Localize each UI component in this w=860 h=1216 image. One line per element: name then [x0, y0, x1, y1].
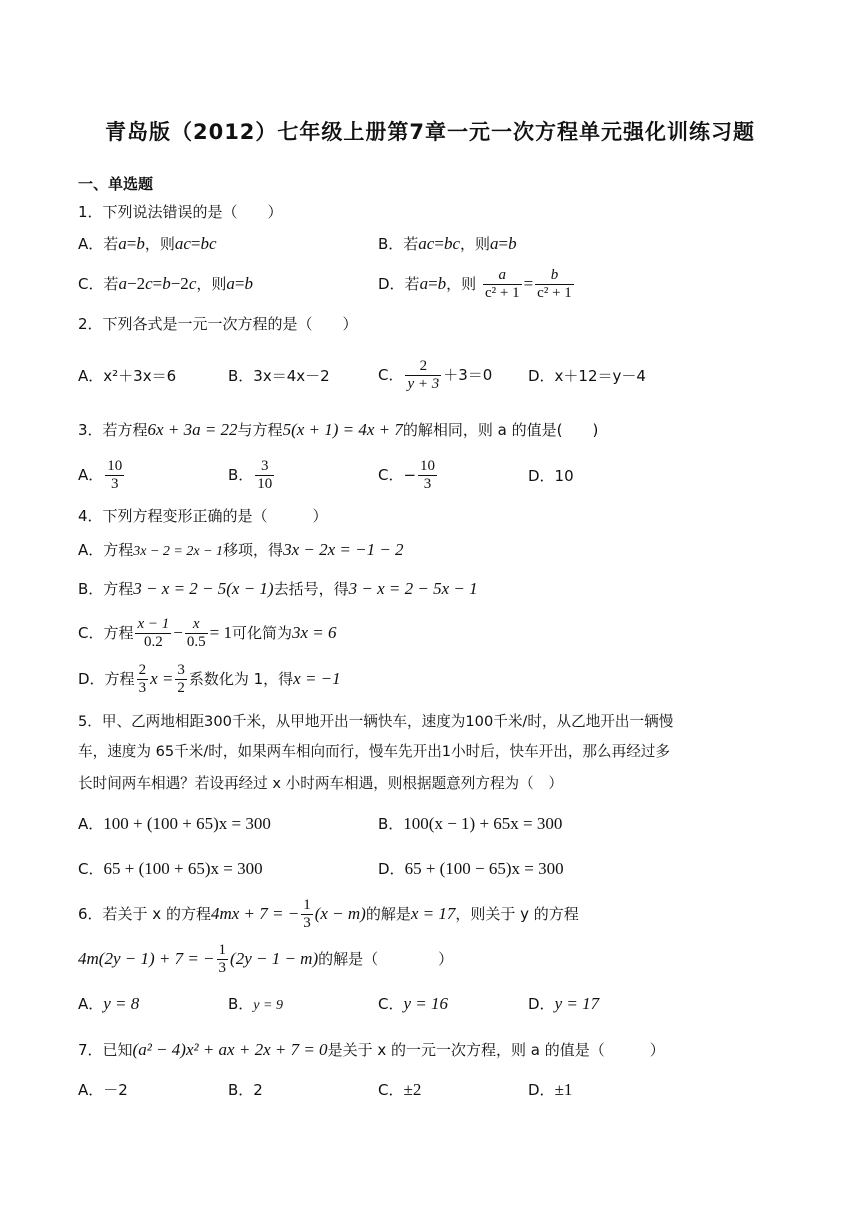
math-expression: 4m(2y − 1) + 7 = −	[78, 949, 215, 968]
fraction-denominator: 3	[423, 476, 432, 492]
question-3-option-d[interactable]: D．10	[528, 467, 574, 485]
math-expression: y = 17	[554, 994, 600, 1013]
question-1-stem: 1．下列说法错误的是（ ）	[78, 203, 283, 221]
option-label: A．若	[78, 235, 119, 253]
option-label: C．	[378, 995, 404, 1013]
math-expression: 6x + 3a = 22	[147, 420, 238, 439]
math-var: c	[188, 274, 197, 293]
option-label: C．若	[78, 275, 119, 293]
fraction	[535, 267, 574, 302]
question-2-stem: 2．下列各式是一元一次方程的是（ ）	[78, 315, 358, 333]
math-op: −	[173, 623, 183, 642]
math-expression: 3 − x = 2 − 5x − 1	[348, 579, 478, 598]
math-var: bc	[443, 234, 460, 253]
math-expression: x = 17	[410, 904, 456, 923]
stem-text: ，则关于 y 的方程	[455, 905, 579, 923]
math-expression: x = −1	[293, 669, 341, 688]
question-5-option-c[interactable]	[78, 859, 263, 879]
text-then: ，则	[459, 235, 490, 253]
question-1-option-c[interactable]	[78, 274, 253, 294]
text-then: ，则	[144, 235, 175, 253]
option-label: A．	[78, 815, 104, 833]
stem-text: 3．若方程	[78, 421, 148, 439]
question-5-stem-line-1: 5．甲、乙两地相距300千米，从甲地开出一辆快车，速度为100千米/时，从乙地开出一辆慢	[78, 713, 674, 730]
fraction	[185, 616, 208, 651]
option-label: C．	[378, 1081, 404, 1099]
question-6-option-a[interactable]	[78, 994, 139, 1014]
fraction-denominator: 3	[218, 960, 227, 976]
fraction-numerator: b	[535, 267, 574, 285]
option-label: B．方程	[78, 580, 134, 598]
math-expression: 3 − x = 2 − 5(x − 1)	[133, 579, 274, 598]
fraction-denominator: 2	[177, 680, 185, 696]
fraction	[483, 267, 522, 302]
question-1-option-a[interactable]	[78, 234, 217, 254]
option-label: C．	[78, 860, 104, 878]
math-op: =	[152, 274, 163, 293]
option-label: A．方程	[78, 541, 134, 559]
fraction-denominator: 3	[111, 476, 119, 492]
math-var: b	[136, 234, 145, 253]
question-7-stem	[78, 1040, 665, 1060]
option-label: C．	[378, 366, 404, 384]
question-5-stem-line-2: 车，速度为 65千米/时，如果两车相向而行，慢车先开出1小时后，快车开出，那么再经过多	[78, 743, 670, 760]
fraction-numerator: x	[185, 616, 208, 634]
math-expression: y = 8	[103, 994, 140, 1013]
fraction-numerator: a	[483, 267, 522, 285]
fraction-numerator: 3	[177, 662, 185, 678]
fraction-numerator: 2	[138, 662, 147, 678]
question-4-stem: 4．下列方程变形正确的是（ ）	[78, 507, 328, 525]
math-op: =	[434, 234, 444, 253]
option-label: D．若	[378, 275, 420, 293]
option-label: B．	[378, 815, 404, 833]
math-expression: (2y − 1 − m)	[230, 949, 319, 968]
math-expression: 100(x − 1) + 65x = 300	[403, 814, 563, 833]
question-2-option-c[interactable]	[378, 354, 492, 396]
question-7-option-a[interactable]: A．－2	[78, 1081, 128, 1099]
fraction-numerator: 1	[303, 897, 311, 913]
option-text: 可化简为	[231, 624, 292, 642]
option-text: 移项，得	[223, 541, 284, 559]
question-6-option-c[interactable]	[378, 994, 448, 1014]
question-2-option-d[interactable]: D．x＋12＝y－4	[528, 367, 646, 385]
question-3-option-b[interactable]	[228, 454, 276, 496]
math-expression: 4mx + 7 = −	[210, 904, 300, 923]
fraction-numerator: 10	[107, 458, 123, 474]
math-expression: y = 9	[253, 998, 283, 1013]
fraction-denominator: y + 3	[407, 376, 440, 392]
option-label: C．方程	[78, 624, 134, 642]
option-text: ＋3＝0	[443, 366, 493, 384]
math-expression: 5(x + 1) = 4x + 7	[282, 420, 403, 439]
question-3-option-c[interactable]	[378, 454, 439, 496]
option-label: D．	[378, 860, 405, 878]
math-var: bc	[200, 234, 217, 253]
math-op: −2	[170, 274, 189, 293]
math-expression: (a² − 4)x² + ax + 2x + 7 = 0	[132, 1040, 328, 1059]
fraction	[405, 358, 441, 393]
fraction	[135, 616, 171, 651]
option-label: B．	[228, 995, 254, 1013]
fraction	[137, 662, 149, 697]
stem-text: 与方程	[237, 421, 283, 439]
math-var: ac	[418, 234, 435, 253]
math-op: =	[523, 274, 534, 293]
option-label: B．若	[378, 235, 419, 253]
fraction-denominator: 0.5	[186, 634, 206, 650]
math-var: a	[490, 234, 499, 253]
question-6-option-d[interactable]	[528, 994, 599, 1014]
fraction	[217, 942, 229, 977]
math-var: a	[226, 274, 235, 293]
math-op: =	[126, 234, 137, 253]
math-var: a	[118, 234, 127, 253]
question-6-stem-line-2	[78, 938, 453, 980]
math-var: ac	[174, 234, 191, 253]
text-then: ，则	[446, 275, 477, 293]
fraction-numerator: 1	[218, 942, 227, 958]
fraction-numerator: 2	[405, 358, 441, 376]
math-var: a	[419, 274, 429, 293]
question-5-option-b[interactable]	[378, 814, 562, 834]
fraction-denominator: c² + 1	[484, 285, 520, 301]
stem-text: 6．若关于 x 的方程	[78, 905, 211, 923]
math-expression: 65 + (100 − 65)x = 300	[404, 859, 564, 878]
question-7-option-d[interactable]	[528, 1080, 572, 1100]
math-expression: ±1	[554, 1080, 573, 1099]
stem-text: 是关于 x 的一元一次方程，则 a 的值是（ ）	[327, 1041, 665, 1059]
question-4-option-b[interactable]	[78, 579, 478, 599]
stem-text: 7．已知	[78, 1041, 133, 1059]
math-expression: x =	[150, 669, 174, 688]
option-label: B．	[228, 466, 254, 484]
option-text: 去括号，得	[273, 580, 349, 598]
option-label: D．	[528, 995, 555, 1013]
question-6-option-b[interactable]	[228, 994, 283, 1016]
fraction-denominator: 10	[257, 476, 273, 492]
question-4-option-a[interactable]	[78, 540, 404, 562]
fraction	[255, 458, 274, 493]
fraction	[175, 662, 187, 697]
question-7-option-b[interactable]: B．2	[228, 1081, 263, 1099]
fraction-numerator: 10	[420, 458, 436, 474]
math-op: =	[190, 234, 201, 253]
math-var: a	[118, 274, 127, 293]
math-expression: ±2	[403, 1080, 422, 1099]
option-label: D．方程	[78, 670, 135, 688]
question-1-option-b[interactable]	[378, 234, 517, 254]
math-expression: 100 + (100 + 65)x = 300	[103, 814, 271, 833]
option-label: D．	[528, 1081, 555, 1099]
option-label: A．	[78, 995, 104, 1013]
math-expression: 65 + (100 + 65)x = 300	[103, 859, 263, 878]
fraction	[418, 458, 437, 493]
option-label: C．−	[378, 466, 417, 484]
question-4-option-c[interactable]	[78, 612, 337, 654]
page-title: 青岛版（2012）七年级上册第7章一元一次方程单元强化训练习题	[104, 120, 756, 144]
question-6-stem-line-1	[78, 893, 579, 935]
math-var: b	[244, 274, 253, 293]
math-op: =	[234, 274, 245, 293]
section-heading: 一、单选题	[78, 175, 154, 193]
math-expression: 3x = 6	[291, 623, 337, 642]
math-expression: 3x − 2x = −1 − 2	[283, 540, 404, 559]
math-var: b	[162, 274, 171, 293]
math-op: =	[498, 234, 509, 253]
math-expression: y = 16	[403, 994, 449, 1013]
question-5-stem-line-3: 长时间两车相遇？若设再经过 x 小时两车相遇，则根据题意列方程为（ ）	[78, 775, 563, 792]
fraction-numerator: 3	[255, 458, 274, 476]
math-expression: (x − m)	[314, 904, 366, 923]
fraction	[301, 897, 313, 932]
question-4-option-d[interactable]	[78, 658, 341, 700]
question-3-stem	[78, 420, 598, 440]
math-var: b	[508, 234, 517, 253]
fraction-denominator: c² + 1	[537, 285, 572, 301]
question-2-option-b[interactable]: B．3x＝4x－2	[228, 367, 330, 385]
math-var: b	[437, 274, 447, 293]
fraction-denominator: 3	[303, 915, 311, 931]
math-var: c	[145, 274, 153, 293]
question-5-option-a[interactable]	[78, 814, 271, 834]
option-text: 系数化为 1，得	[188, 670, 294, 688]
fraction-numerator: x − 1	[137, 616, 170, 632]
stem-text: 的解是（ ）	[318, 950, 454, 968]
question-2-option-a[interactable]: A．x²＋3x＝6	[78, 367, 177, 385]
option-label: A．	[78, 466, 104, 484]
question-3-option-a[interactable]	[78, 454, 126, 496]
math-op: −2	[126, 274, 146, 293]
fraction-denominator: 0.2	[144, 634, 163, 650]
stem-text: 的解相同，则 a 的值是( )	[402, 421, 599, 439]
question-5-option-d[interactable]	[378, 859, 564, 879]
math-op: = 1	[209, 623, 232, 642]
fraction-denominator: 3	[138, 680, 147, 696]
fraction	[105, 458, 124, 493]
question-7-option-c[interactable]	[378, 1080, 421, 1100]
stem-text: 的解是	[365, 905, 411, 923]
question-1-option-d[interactable]	[378, 264, 576, 304]
math-op: =	[428, 274, 438, 293]
text-then: ，则	[196, 275, 227, 293]
math-expression: 3x − 2 = 2x − 1	[133, 544, 224, 559]
